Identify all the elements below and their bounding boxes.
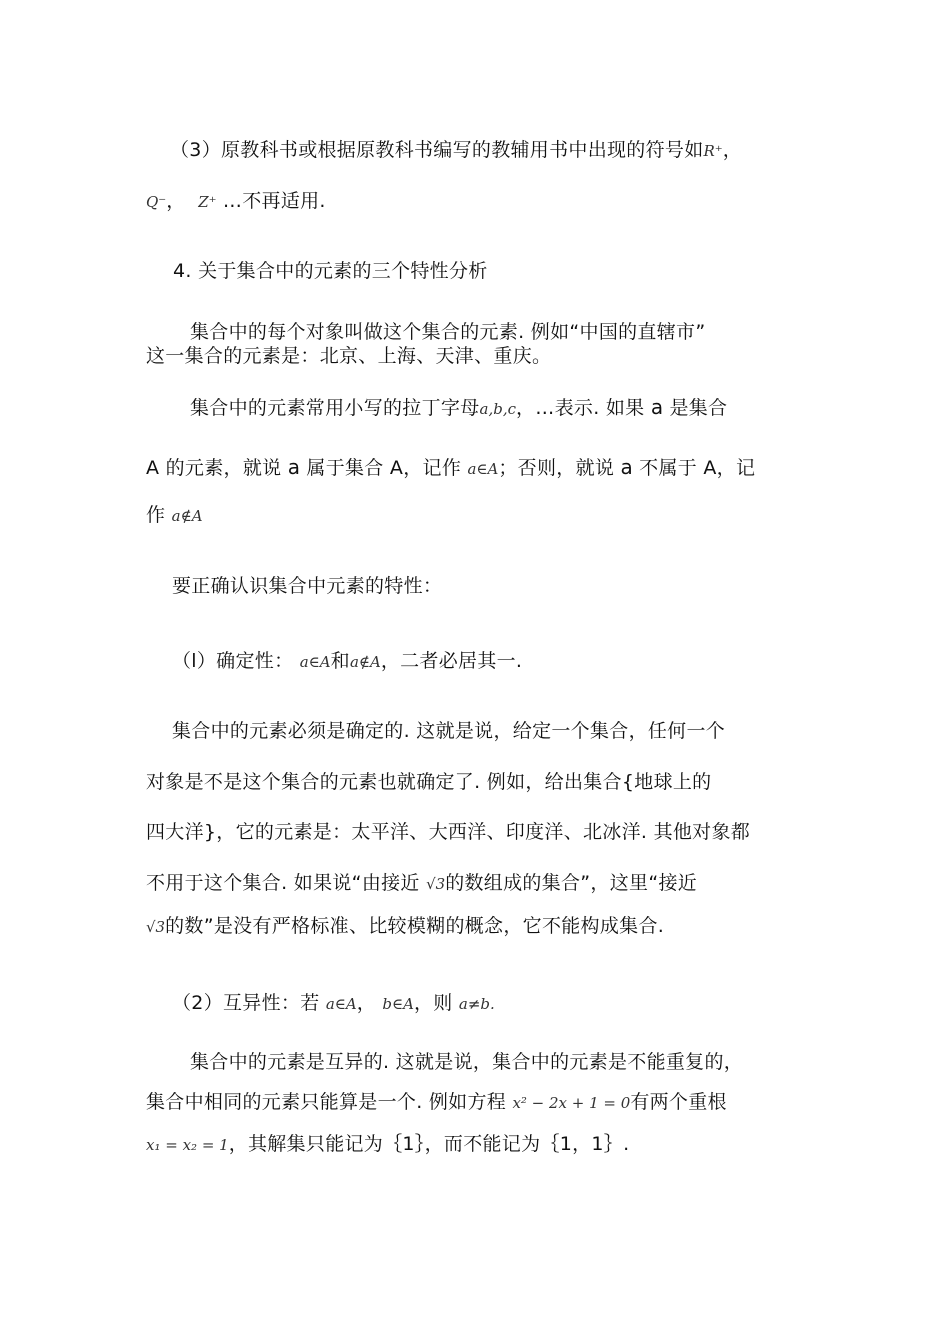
text: 是集合 [669, 397, 728, 419]
item-2-distinctness [172, 991, 495, 1016]
p6-line3 [146, 1132, 629, 1157]
math-sqrt3: √3 [426, 875, 446, 893]
p5-line3: 四大洋}，它的元素是：太平洋、大西洋、印度洋、北冰洋. 其他对象都 [146, 821, 751, 843]
p5-line5 [146, 914, 664, 939]
text: ，二者必居其一. [380, 650, 523, 672]
p5-line4 [146, 871, 697, 896]
p5-line1: 集合中的元素必须是确定的. 这就是说，给定一个集合，任何一个 [172, 720, 726, 742]
var-a: a [287, 455, 301, 479]
text: 不用于这个集合. 如果说“由接近 [146, 872, 420, 894]
math-r-plus: R⁺ [703, 142, 723, 160]
math-abc: a,b,c [479, 400, 516, 418]
item-label: （l）确定性： [172, 650, 294, 672]
text: 属于集合 A，记作 [306, 457, 462, 479]
p2-line1: 集合中的每个对象叫做这个集合的元素. 例如“中国的直辖市” [190, 321, 706, 343]
math-a-in-A: a∈A [325, 995, 357, 1013]
text: ，…表示. 如果 [516, 397, 645, 419]
math-a-notin-A: a∉A [349, 653, 381, 671]
text: 集合中相同的元素只能算是一个. 例如方程 [146, 1091, 507, 1113]
p3-line2 [146, 455, 755, 481]
p4-line: 要正确认识集合中元素的特性： [172, 575, 443, 597]
note-3-line1 [170, 138, 742, 163]
text: 集合中的元素常用小写的拉丁字母 [190, 397, 480, 419]
punct: ， [722, 139, 743, 161]
text: ，其解集只能记为｛1｝，而不能记为｛1，1｝. [228, 1133, 630, 1155]
text: 和 [330, 650, 350, 672]
p6-line2 [146, 1090, 727, 1115]
p2-line2: 这一集合的元素是：北京、上海、天津、重庆。 [146, 345, 552, 367]
p5-line2: 对象是不是这个集合的元素也就确定了. 例如，给出集合{地球上的 [146, 771, 712, 793]
note-3-tail: …不再适用. [222, 190, 326, 212]
math-z-plus: Z⁺ [198, 193, 217, 211]
item-1-determinacy [172, 649, 522, 674]
text: A 的元素，就说 [146, 457, 282, 479]
text: 的数组成的集合”，这里“接近 [445, 872, 698, 894]
note-3-text: （3）原教科书或根据原教科书编写的教辅用书中出现的符号如 [170, 139, 704, 161]
p3-line3 [146, 503, 203, 528]
math-q-minus: Q⁻ [146, 193, 167, 211]
p3-line1 [190, 395, 727, 421]
math-a-in-A: a∈A [467, 460, 499, 478]
p6-line1: 集合中的元素是互异的. 这就是说，集合中的元素是不能重复的， [190, 1051, 744, 1073]
math-a-neq-b: a≠b. [458, 995, 495, 1013]
text: 有两个重根 [630, 1091, 727, 1113]
math-equation: x² − 2x + 1 = 0 [512, 1094, 631, 1112]
var-a: a [620, 455, 633, 479]
item-label: （2）互异性：若 [172, 992, 320, 1014]
punct: ， [356, 992, 377, 1014]
text: 作 [146, 504, 166, 526]
math-sqrt3: √3 [146, 918, 166, 936]
math-roots: x₁ = x₂ = 1 [146, 1136, 229, 1154]
var-a: a [650, 395, 664, 419]
punct: ， [166, 190, 186, 212]
text: ，则 [413, 992, 453, 1014]
text: ；否则，就说 [498, 457, 615, 479]
math-b-in-A: b∈A [382, 995, 414, 1013]
text: 不属于 A，记 [639, 457, 756, 479]
math-a-in-A: a∈A [299, 653, 331, 671]
text: 的数”是没有严格标准、比较模糊的概念，它不能构成集合. [165, 915, 665, 937]
section-heading-4: 4. 关于集合中的元素的三个特性分析 [173, 260, 488, 282]
note-3-line2 [146, 189, 326, 214]
math-a-notin-A: a∉A [171, 507, 203, 525]
